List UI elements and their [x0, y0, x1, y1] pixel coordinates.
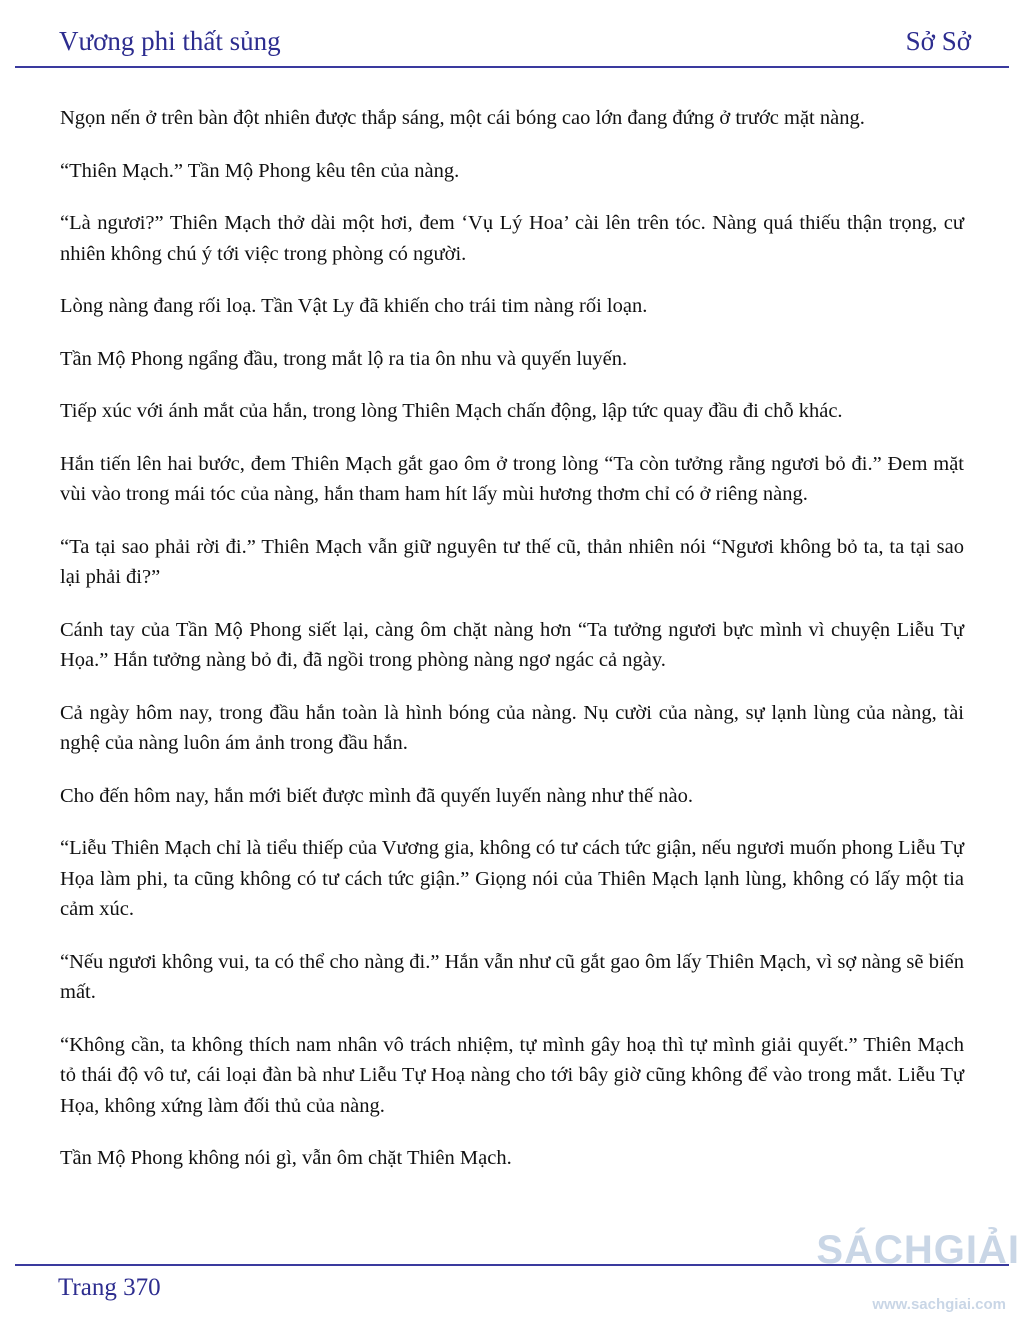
- paragraph: “Liễu Thiên Mạch chỉ là tiểu thiếp của Vương gia, không có tư cách tức giận, nếu ngươi muốn phong Liễu Tự Họa làm phi, ta cũng không có tư cách tức giận.” Giọng nói của Thiên Mạch lạnh lùng, không có lấy một tia cảm xúc.: [60, 837, 964, 920]
- paragraph: Hắn tiến lên hai bước, đem Thiên Mạch gắt gao ôm ở trong lòng “Ta còn tưởng rằng ngươi bỏ đi.” Đem mặt vùi vào trong mái tóc của nàng, hắn tham ham hít lấy mùi hương thơm chỉ có ở riêng nàng.: [60, 452, 964, 505]
- paragraph: Cả ngày hôm nay, trong đầu hắn toàn là hình bóng của nàng. Nụ cười của nàng, sự lạnh lùng của nàng, tài nghệ của nàng luôn ám ảnh trong đầu hắn.: [60, 701, 964, 754]
- watermark-logo: SÁCHGIẢI: [816, 1228, 1020, 1272]
- book-title: Vương phi thất sủng: [59, 26, 281, 56]
- paragraph: “Nếu ngươi không vui, ta có thể cho nàng đi.” Hắn vẫn như cũ gắt gao ôm lấy Thiên Mạch, vì sợ nàng sẽ biến mất.: [60, 950, 964, 1003]
- paragraph: Lòng nàng đang rối loạ. Tần Vật Ly đã khiến cho trái tim nàng rối loạn.: [60, 295, 648, 317]
- page-header: [15, 0, 1009, 68]
- paragraph: Cho đến hôm nay, hắn mới biết được mình đã quyến luyến nàng như thế nào.: [60, 784, 693, 807]
- paragraph: Tiếp xúc với ánh mắt của hắn, trong lòng Thiên Mạch chấn động, lập tức quay đầu đi chỗ khác.: [60, 400, 843, 422]
- paragraph: Tần Mộ Phong ngẩng đầu, trong mắt lộ ra tia ôn nhu và quyến luyến.: [60, 347, 628, 370]
- page-number: Trang 370: [58, 1274, 161, 1301]
- paragraph: “Ta tại sao phải rời đi.” Thiên Mạch vẫn giữ nguyên tư thế cũ, thản nhiên nói “Ngươi không bỏ ta, ta tại sao lại phải đi?”: [60, 535, 964, 588]
- paragraph: “Là ngươi?” Thiên Mạch thở dài một hơi, đem ‘Vụ Lý Hoa’ cài lên trên tóc. Nàng quá thiếu thận trọng, cư nhiên không chú ý tới việc trong phòng có người.: [60, 212, 964, 265]
- paragraph: Tần Mộ Phong không nói gì, vẫn ôm chặt Thiên Mạch.: [60, 1147, 512, 1169]
- watermark: [816, 1228, 1020, 1320]
- page-body: [60, 103, 964, 1196]
- paragraph: Ngọn nến ở trên bàn đột nhiên được thắp sáng, một cái bóng cao lớn đang đứng ở trước mặt nàng.: [60, 107, 865, 129]
- paragraph: Cánh tay của Tần Mộ Phong siết lại, càng ôm chặt nàng hơn “Ta tưởng ngươi bực mình vì chuyện Liễu Tự Họa.” Hắn tưởng nàng bỏ đi, đã ngồi trong phòng nàng ngơ ngác cả ngày.: [60, 618, 964, 671]
- author-name: Sở Sở: [905, 26, 971, 56]
- watermark-url: www.sachgiai.com: [872, 1296, 1006, 1313]
- paragraph: “Không cần, ta không thích nam nhân vô trách nhiệm, tự mình gây hoạ thì tự mình giải quyết.” Thiên Mạch tỏ thái độ vô tư, cái loại đàn bà như Liễu Tự Hoạ nàng cho tới bây giờ cũng không để vào trong mắt. Liễu Tự Họa, không xứng làm đối thủ của nàng.: [60, 1033, 964, 1117]
- paragraph: “Thiên Mạch.” Tần Mộ Phong kêu tên của nàng.: [60, 159, 460, 182]
